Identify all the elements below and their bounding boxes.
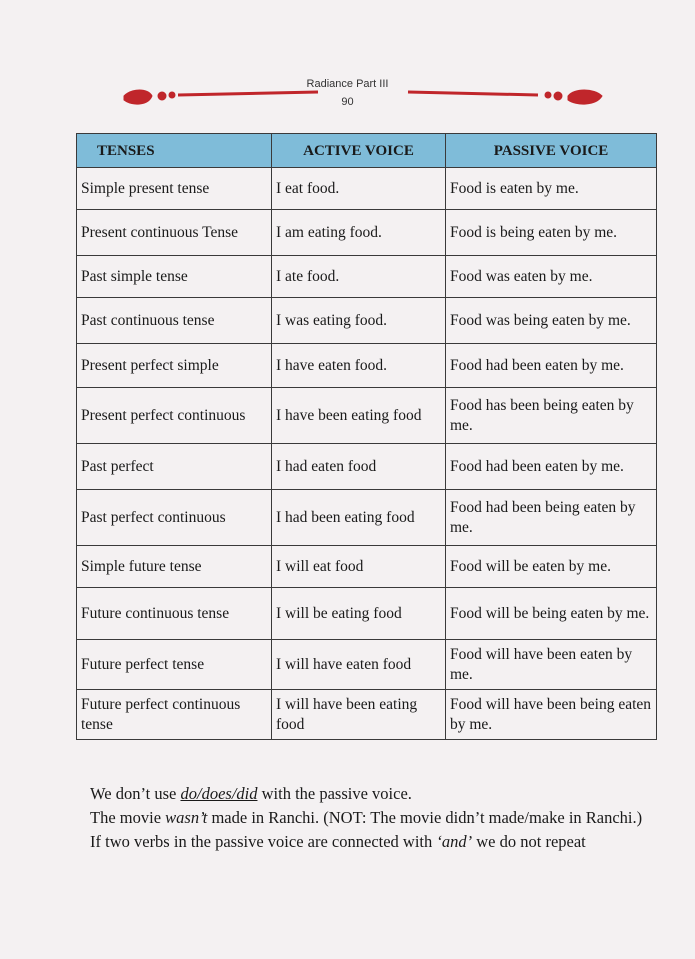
- passive-cell: Food is being eaten by me.: [446, 210, 657, 256]
- tense-cell: Simple future tense: [77, 546, 272, 588]
- active-cell: I will eat food: [272, 546, 446, 588]
- passive-cell: Food was eaten by me.: [446, 256, 657, 298]
- active-cell: I eat food.: [272, 168, 446, 210]
- table-row: [77, 168, 657, 210]
- running-header-title: Radiance Part III: [306, 78, 389, 90]
- passive-cell: Food has been being eaten by me.: [446, 388, 657, 444]
- table-row: [77, 690, 657, 740]
- table-row: [77, 588, 657, 640]
- table-row: [77, 388, 657, 444]
- note-line-2: The movie wasn’t made in Ranchi. (NOT: The movie didn’t made/make in Ranchi.): [90, 808, 643, 827]
- tense-cell: Past perfect: [77, 444, 272, 490]
- notes-section: [90, 782, 660, 854]
- note-line-1: We don’t use do/does/did with the passive voice.: [90, 784, 412, 803]
- tense-cell: Simple present tense: [77, 168, 272, 210]
- table-row: [77, 298, 657, 344]
- active-cell: I had eaten food: [272, 444, 446, 490]
- active-cell: I will be eating food: [272, 588, 446, 640]
- passive-cell: Food had been eaten by me.: [446, 444, 657, 490]
- table-row: [77, 490, 657, 546]
- active-cell: I have been eating food: [272, 388, 446, 444]
- active-cell: I will have been eating food: [272, 690, 446, 740]
- passive-cell: Food will have been being eaten by me.: [446, 690, 657, 740]
- tense-cell: Present continuous Tense: [77, 210, 272, 256]
- note-line-3: If two verbs in the passive voice are connected with ‘and’ we do not repeat: [90, 832, 586, 851]
- tenses-table: [76, 133, 657, 740]
- passive-cell: Food was being eaten by me.: [446, 298, 657, 344]
- active-cell: I am eating food.: [272, 210, 446, 256]
- passive-cell: Food is eaten by me.: [446, 168, 657, 210]
- active-cell: I have eaten food.: [272, 344, 446, 388]
- active-cell: I will have eaten food: [272, 640, 446, 690]
- table-row: [77, 344, 657, 388]
- column-header-active-voice: ACTIVE VOICE: [272, 134, 446, 168]
- tense-cell: Future perfect tense: [77, 640, 272, 690]
- tense-cell: Past simple tense: [77, 256, 272, 298]
- table-row: [77, 546, 657, 588]
- tense-cell: Future continuous tense: [77, 588, 272, 640]
- table-row: [77, 444, 657, 490]
- passive-cell: Food will have been eaten by me.: [446, 640, 657, 690]
- passive-cell: Food will be eaten by me.: [446, 546, 657, 588]
- tense-cell: Present perfect simple: [77, 344, 272, 388]
- column-header-passive-voice: PASSIVE VOICE: [446, 134, 657, 168]
- active-cell: I ate food.: [272, 256, 446, 298]
- table-row: [77, 640, 657, 690]
- page-number: 90: [341, 96, 354, 108]
- tense-cell: Past perfect continuous: [77, 490, 272, 546]
- table-row: [77, 256, 657, 298]
- passive-cell: Food will be being eaten by me.: [446, 588, 657, 640]
- table-header-row: [77, 134, 657, 168]
- active-cell: I was eating food.: [272, 298, 446, 344]
- passive-cell: Food had been being eaten by me.: [446, 490, 657, 546]
- tense-cell: Present perfect continuous: [77, 388, 272, 444]
- column-header-tenses: TENSES: [77, 134, 272, 168]
- active-cell: I had been eating food: [272, 490, 446, 546]
- table-row: [77, 210, 657, 256]
- tense-cell: Future perfect continuous tense: [77, 690, 272, 740]
- tense-cell: Past continuous tense: [77, 298, 272, 344]
- passive-cell: Food had been eaten by me.: [446, 344, 657, 388]
